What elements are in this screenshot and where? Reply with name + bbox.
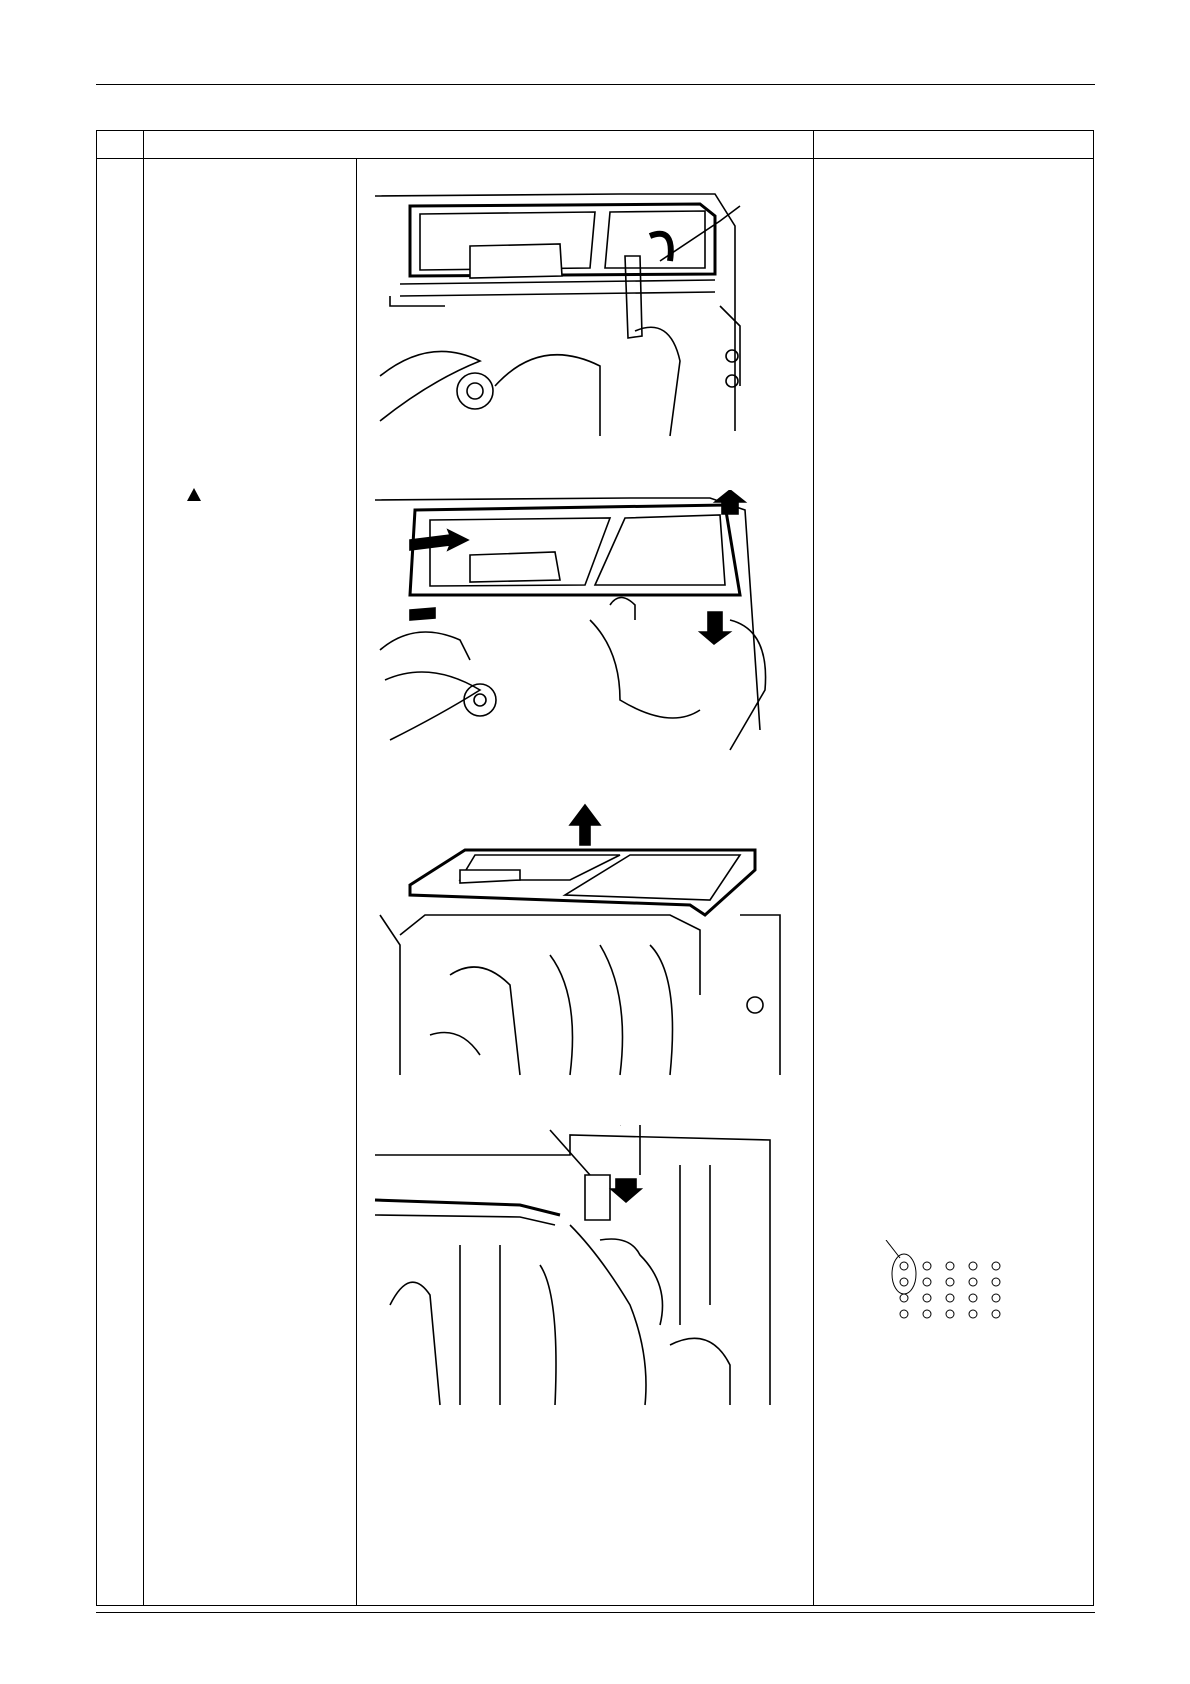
fig-release-tabs (370, 490, 790, 770)
points-column-divider (813, 131, 814, 1605)
figure-column-divider (356, 158, 357, 1605)
page-top-rule (96, 84, 1095, 85)
page-bottom-rule (96, 1612, 1095, 1613)
fig-lift-cover (370, 795, 790, 1085)
triangle-marker-icon (186, 487, 202, 507)
table-header-divider (97, 158, 1093, 159)
connector-pin-diagram (880, 1240, 1030, 1335)
step-column-divider (143, 131, 144, 1605)
fig-disconnect-connector (370, 1125, 790, 1415)
fig-remove-clamp (370, 186, 790, 446)
